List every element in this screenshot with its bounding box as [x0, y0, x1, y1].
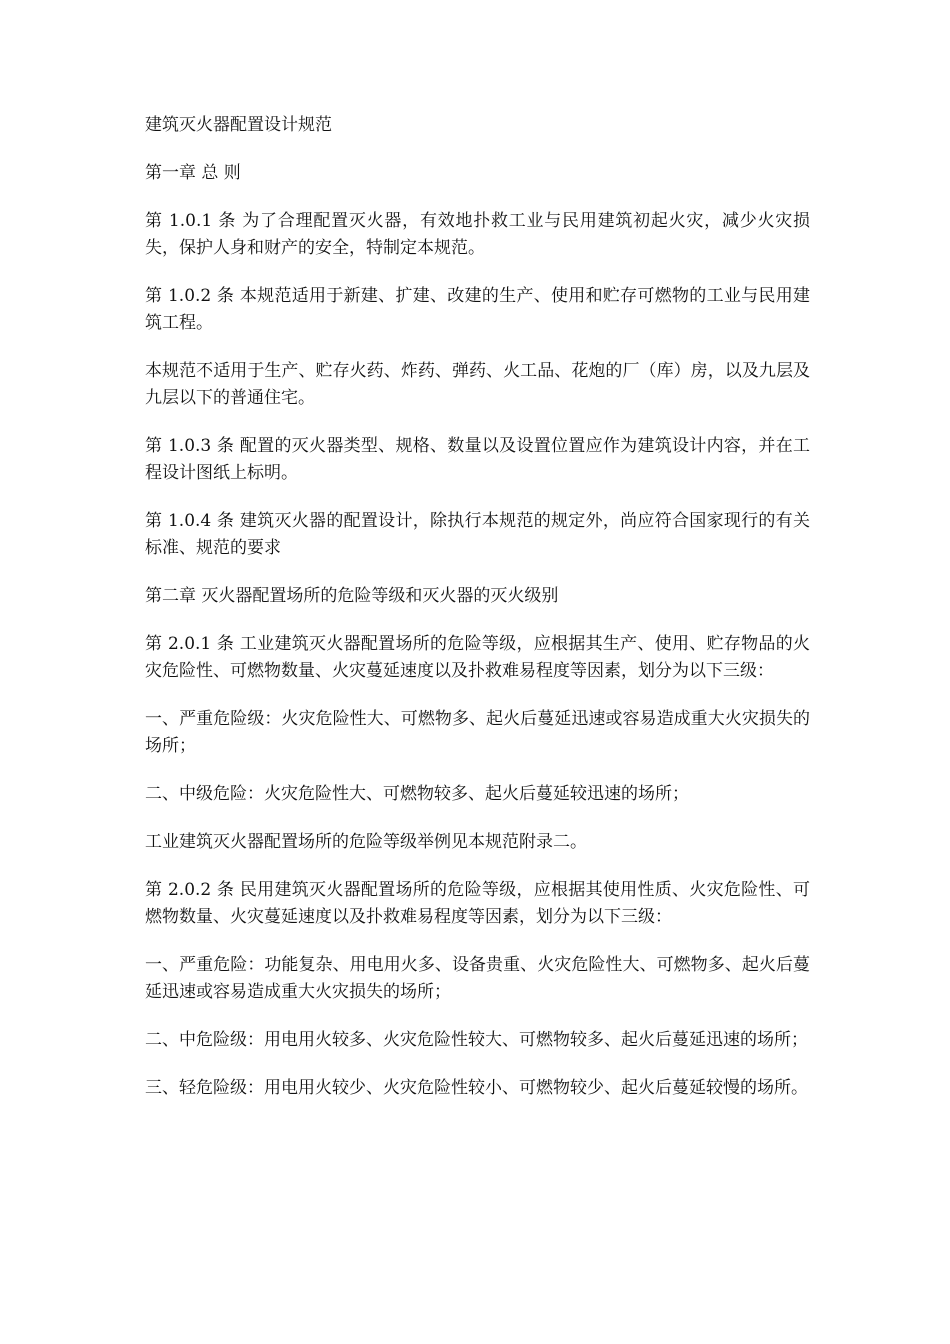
document-title: 建筑灭火器配置设计规范	[145, 115, 332, 135]
chapter-heading: 第一章 总 则	[145, 163, 241, 183]
article-paragraph: 第 1.0.2 条 本规范适用于新建、扩建、改建的生产、使用和贮存可燃物的工业与民用建筑工程。	[145, 286, 810, 333]
article-paragraph: 第 1.0.1 条 为了合理配置灭火器，有效地扑救工业与民用建筑初起火灾，减少火灾损失，保护人身和财产的安全，特制定本规范。	[145, 211, 810, 258]
list-item: 一、严重危险：功能复杂、用电用火多、设备贵重、火灾危险性大、可燃物多、起火后蔓延迅速或容易造成重大火灾损失的场所；	[145, 955, 810, 1002]
body-paragraph: 工业建筑灭火器配置场所的危险等级举例见本规范附录二。	[145, 832, 587, 852]
article-paragraph: 第 2.0.2 条 民用建筑灭火器配置场所的危险等级，应根据其使用性质、火灾危险性、可燃物数量、火灾蔓延速度以及扑救难易程度等因素，划分为以下三级：	[145, 880, 810, 927]
article-paragraph: 第 2.0.1 条 工业建筑灭火器配置场所的危险等级，应根据其生产、使用、贮存物品的火灾危险性、可燃物数量、火灾蔓延速度以及扑救难易程度等因素，划分为以下三级：	[145, 634, 810, 681]
list-item: 三、轻危险级：用电用火较少、火灾危险性较小、可燃物较少、起火后蔓延较慢的场所。	[145, 1078, 808, 1098]
list-item: 二、中危险级：用电用火较多、火灾危险性较大、可燃物较多、起火后蔓延迅速的场所；	[145, 1030, 808, 1050]
article-paragraph: 第 1.0.3 条 配置的灭火器类型、规格、数量以及设置位置应作为建筑设计内容，并在工程设计图纸上标明。	[145, 436, 810, 483]
chapter-heading: 第二章 灭火器配置场所的危险等级和灭火器的灭火级别	[145, 586, 559, 606]
document-page	[145, 112, 810, 1123]
article-paragraph: 第 1.0.4 条 建筑灭火器的配置设计，除执行本规范的规定外，尚应符合国家现行的有关标准、规范的要求	[145, 511, 810, 558]
body-paragraph: 本规范不适用于生产、贮存火药、炸药、弹药、火工品、花炮的厂（库）房，以及九层及九层以下的普通住宅。	[145, 361, 810, 408]
list-item: 一、严重危险级：火灾危险性大、可燃物多、起火后蔓延迅速或容易造成重大火灾损失的场所；	[145, 709, 810, 756]
list-item: 二、中级危险：火灾危险性大、可燃物较多、起火后蔓延较迅速的场所；	[145, 784, 689, 804]
